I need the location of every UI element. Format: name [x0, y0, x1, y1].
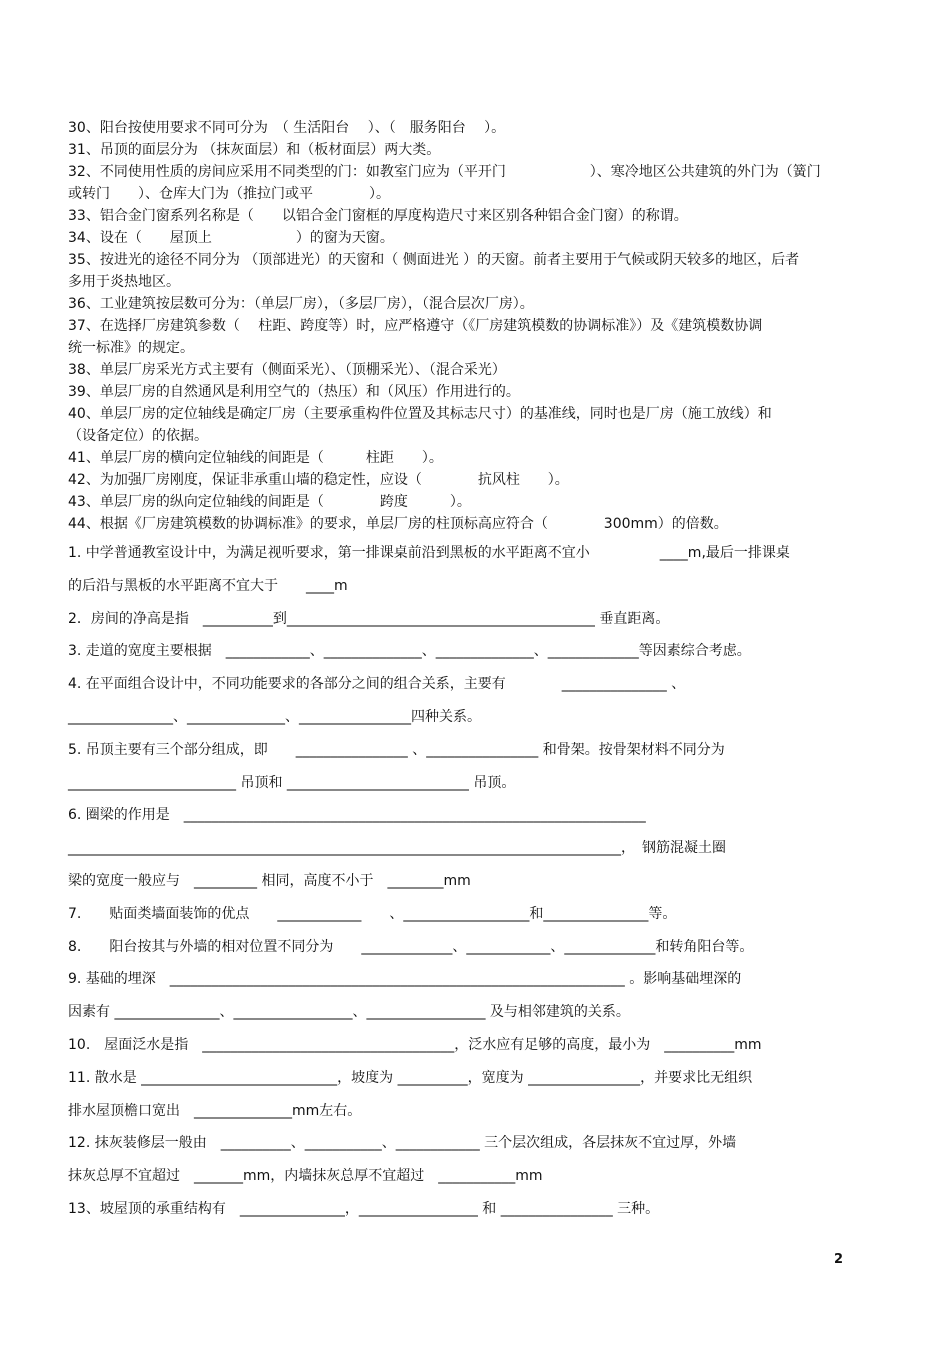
question-line: 梁的宽度一般应与 _________ 相同，高度不小于 ________mm: [68, 872, 471, 889]
text-line: 42、为加强厂房刚度，保证非承重山墙的稳定性，应设（ 抗风柱 ）。: [68, 472, 569, 488]
question-line: 10. 屋面泛水是指 ____________________________________，泛水应有足够的高度，最小为 __________mm: [68, 1036, 762, 1053]
question-line: 11. 散水是 ____________________________，坡度为 __________，宽度为 ________________，并要求比无组织: [68, 1069, 753, 1086]
question-line: 因素有 _______________、_________________、_________________ 及与相邻建筑的关系。: [68, 1004, 630, 1021]
text-line: 多用于炎热地区。: [68, 274, 180, 290]
question-line: 抹灰总厚不宜超过 _______mm，内墙抹灰总厚不宜超过 ___________mm: [68, 1168, 543, 1185]
text-line: 37、在选择厂房建筑参数（ 柱距、跨度等）时，应严格遵守（《厂房建筑模数的协调标准》）及《建筑模数协调: [68, 318, 763, 334]
text-line: （设备定位）的依据。: [68, 428, 208, 444]
question-line: 1. 中学普通教室设计中，为满足视听要求，第一排课桌前沿到黑板的水平距离不宜小 ____m,最后一排课桌: [68, 545, 790, 561]
question-line: 8. 阳台按其与外墙的相对位置不同分为 _____________、____________、_____________和转角阳台等。: [68, 938, 754, 955]
question-line: 9. 基础的埋深 _________________________________________________________________ 。影响基础埋深的: [68, 971, 742, 988]
question-line: 排水屋顶檐口宽出 ______________mm左右。: [68, 1102, 362, 1119]
text-line: 32、不同使用性质的房间应采用不同类型的门：如教室门应为（平开门 ）、寒冷地区公共建筑的外门为（簧门: [68, 164, 821, 180]
question-line: ________________________ 吊顶和 __________________________ 吊顶。: [68, 774, 516, 791]
text-line: 36、工业建筑按层数可分为：（单层厂房），（多层厂房），（混合层次厂房）。: [68, 296, 534, 312]
document-body: [68, 117, 898, 1226]
text-line: 39、单层厂房的自然通风是利用空气的（热压）和（风压）作用进行的。: [68, 384, 520, 400]
question-line: 7. 贴面类墙面装饰的优点 ____________ 、__________________和_______________等。: [68, 905, 677, 922]
question-line: 4. 在平面组合设计中，不同功能要求的各部分之间的组合关系，主要有 _______________ 、: [68, 676, 686, 693]
text-line: 35、按进光的途径不同分为 （顶部进光）的天窗和（ 侧面进光 ）的天窗。前者主要用于气候或阴天较多的地区，后者: [68, 252, 800, 268]
text-line: 31、吊顶的面层分为 （抹灰面层）和（板材面层）两大类。: [68, 142, 441, 158]
text-line: 或转门 ）、仓库大门为（推拉门或平 ）。: [68, 186, 390, 202]
text-line: 41、单层厂房的横向定位轴线的间距是（ 柱距 ）。: [68, 450, 443, 466]
text-line: 40、单层厂房的定位轴线是确定厂房（主要承重构件位置及其标志尺寸）的基准线，同时也是厂房（施工放线）和: [68, 406, 772, 422]
question-line: 2．房间的净高是指 __________到____________________________________________ 垂直距离。: [68, 610, 670, 627]
question-line: 的后沿与黑板的水平距离不宜大于 ____m: [68, 577, 348, 594]
text-line: 44、根据《厂房建筑模数的协调标准》的要求，单层厂房的柱顶标高应符合（ 300mm）的倍数。: [68, 516, 728, 532]
text-line: 34、设在（ 屋顶上 ）的窗为天窗。: [68, 230, 394, 246]
question-line: 3. 走道的宽度主要根据 ____________、______________、______________、_____________等因素综合考虑。: [68, 643, 751, 660]
page-number: 2: [834, 1252, 844, 1267]
question-line: 5. 吊顶主要有三个部分组成，即 ________________ 、________________ 和骨架。按骨架材料不同分为: [68, 741, 725, 758]
text-line: 33、铝合金门窗系列名称是（ 以铝合金门窗框的厚度构造尺寸来区别各种铝合金门窗）的称谓。: [68, 208, 688, 224]
text-line: 38、单层厂房采光方式主要有（侧面采光）、（顶棚采光）、（混合采光）: [68, 362, 506, 378]
text-line: 43、单层厂房的纵向定位轴线的间距是（ 跨度 ）。: [68, 494, 471, 510]
question-line: 13、坡屋顶的承重结构有 _______________，_________________ 和 ________________ 三种。: [68, 1200, 660, 1217]
question-line: 6. 圈梁的作用是 __________________________________________________________________: [68, 807, 646, 824]
text-line: 统一标准》的规定。: [68, 340, 194, 356]
question-line: _______________________________________________________________________________， 钢筋混凝土圈: [68, 840, 726, 857]
text-line: 30、阳台按使用要求不同可分为 （ 生活阳台 ）、（ 服务阳台 ）。: [68, 120, 506, 136]
question-line: 12. 抹灰装修层一般由 __________、___________、____________ 三个层次组成，各层抹灰不宜过厚，外墙: [68, 1135, 737, 1152]
question-line: _______________、______________、________________四种关系。: [68, 708, 481, 725]
